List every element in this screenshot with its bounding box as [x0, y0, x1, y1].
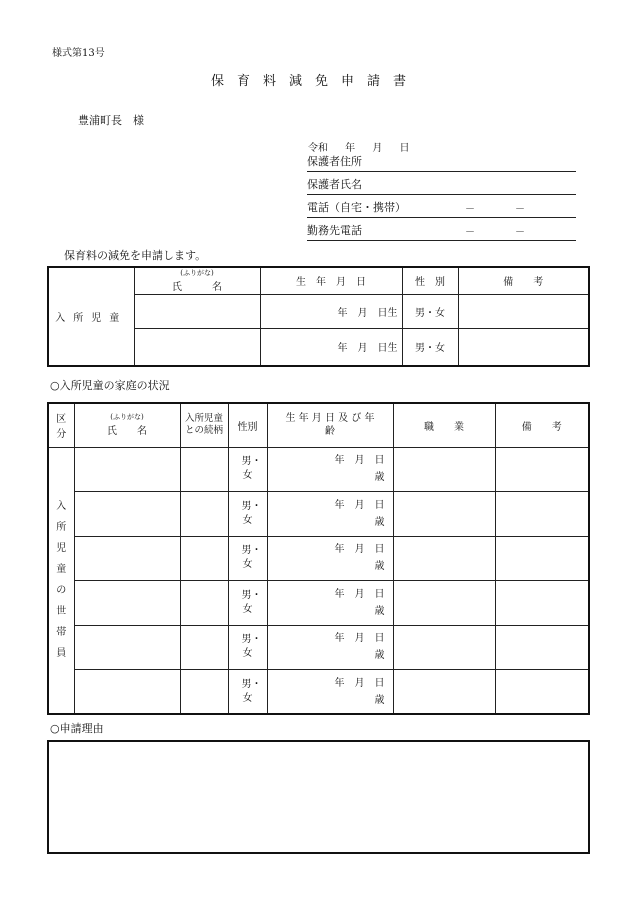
member-name-cell[interactable] [74, 670, 180, 715]
birth-age-cell[interactable] [267, 447, 393, 492]
remarks-cell[interactable] [495, 447, 589, 492]
relation-cell[interactable] [180, 581, 228, 626]
household-row [48, 492, 589, 537]
guardian-name-field[interactable] [307, 177, 576, 195]
household-row [48, 581, 589, 626]
member-name-cell[interactable] [74, 581, 180, 626]
occupation-cell[interactable] [393, 670, 495, 715]
work-phone-dashes: － － [465, 227, 525, 238]
member-name-cell[interactable] [74, 536, 180, 581]
household-member-label: 入所児童の世帯員 [48, 447, 74, 714]
sex-cell[interactable]: 男・女 [228, 670, 267, 715]
birthdate-cell[interactable]: 年 月 日生 [260, 328, 402, 366]
age-text: 歳 [374, 694, 385, 706]
relation-cell[interactable] [180, 492, 228, 537]
birth-age-cell[interactable] [267, 536, 393, 581]
sex-cell[interactable]: 男・女 [228, 625, 267, 670]
work-phone-label: 勤務先電話 [307, 224, 362, 237]
name-header [74, 403, 180, 447]
enrolled-child-label: 入所児童 [48, 267, 134, 366]
remarks-cell[interactable] [495, 536, 589, 581]
birthdate-text: 年 月 日 [334, 633, 385, 645]
birthdate-header: 生 年 月 日 [260, 267, 402, 294]
occupation-cell[interactable] [393, 625, 495, 670]
document-title: 保育料減免申請書 [210, 74, 419, 89]
child-name-cell[interactable] [134, 294, 260, 328]
household-row [48, 625, 589, 670]
household-row [48, 447, 589, 492]
reason-section-title: ○申請理由 [50, 722, 104, 735]
age-text: 歳 [374, 561, 385, 573]
sex-header: 性 別 [402, 267, 458, 294]
sex-cell[interactable]: 男・女 [228, 536, 267, 581]
date-line: 令和 年 月 日 [308, 143, 410, 154]
birthdate-text: 年 月 日 [334, 544, 385, 556]
remarks-cell[interactable] [495, 581, 589, 626]
name-label: 氏 名 [172, 281, 222, 293]
household-table [47, 402, 590, 715]
age-text: 歳 [374, 472, 385, 484]
occupation-cell[interactable] [393, 536, 495, 581]
birthdate-text: 年 月 日 [334, 499, 385, 511]
age-text: 歳 [374, 650, 385, 662]
remarks-cell[interactable] [458, 294, 589, 328]
relation-cell[interactable] [180, 447, 228, 492]
enrolled-children-table [47, 266, 590, 367]
remarks-cell[interactable] [495, 492, 589, 537]
birthdate-cell[interactable]: 年 月 日生 [260, 294, 402, 328]
relation-cell[interactable] [180, 536, 228, 581]
sex-cell[interactable]: 男・女 [402, 328, 458, 366]
birthdate-text: 年 月 日 [334, 677, 385, 689]
name-header [134, 267, 260, 294]
birthdate-text: 年 月 日 [334, 588, 385, 600]
household-row [48, 536, 589, 581]
guardian-address-field[interactable] [307, 154, 576, 172]
reason-textarea[interactable] [47, 740, 590, 854]
guardian-address-label: 保護者住所 [307, 155, 362, 168]
form-number: 様式第13号 [52, 48, 105, 59]
age-text: 歳 [374, 516, 385, 528]
birth-age-cell[interactable] [267, 581, 393, 626]
occupation-cell[interactable] [393, 581, 495, 626]
work-phone-field[interactable] [307, 223, 576, 241]
relation-cell[interactable] [180, 625, 228, 670]
remarks-cell[interactable] [495, 625, 589, 670]
sex-cell[interactable]: 男・女 [228, 581, 267, 626]
birth-age-header: 生 年 月 日 及 び 年 齢 [267, 403, 393, 447]
sex-cell[interactable]: 男・女 [228, 447, 267, 492]
sex-cell[interactable]: 男・女 [402, 294, 458, 328]
age-text: 歳 [374, 605, 385, 617]
name-label: 氏 名 [107, 426, 147, 438]
relation-header: 入所児童との続柄 [180, 403, 228, 447]
occupation-cell[interactable] [393, 492, 495, 537]
birthdate-text: 年 月 日 [334, 455, 385, 467]
kubun-header: 区分 [48, 403, 74, 447]
birth-age-cell[interactable] [267, 670, 393, 715]
household-section-title: ○入所児童の家庭の状況 [50, 379, 170, 392]
sex-cell[interactable]: 男・女 [228, 492, 267, 537]
remarks-header: 備 考 [458, 267, 589, 294]
phone-field[interactable] [307, 200, 576, 218]
member-name-cell[interactable] [74, 492, 180, 537]
occupation-cell[interactable] [393, 447, 495, 492]
furigana-label: (ふりがな) [110, 413, 144, 422]
remarks-cell[interactable] [495, 670, 589, 715]
furigana-label: (ふりがな) [180, 268, 214, 277]
remarks-cell[interactable] [458, 328, 589, 366]
birth-age-cell[interactable] [267, 492, 393, 537]
addressee: 豊浦町長 様 [78, 114, 144, 127]
phone-label: 電話（自宅・携帯） [307, 201, 406, 214]
member-name-cell[interactable] [74, 447, 180, 492]
request-statement: 保育料の減免を申請します。 [64, 249, 207, 262]
child-name-cell[interactable] [134, 328, 260, 366]
sex-header: 性別 [228, 403, 267, 447]
household-row [48, 670, 589, 715]
member-name-cell[interactable] [74, 625, 180, 670]
remarks-header: 備 考 [495, 403, 589, 447]
relation-cell[interactable] [180, 670, 228, 715]
guardian-name-label: 保護者氏名 [307, 178, 362, 191]
birth-age-cell[interactable] [267, 625, 393, 670]
occupation-header: 職 業 [393, 403, 495, 447]
phone-dashes: － － [465, 204, 525, 215]
